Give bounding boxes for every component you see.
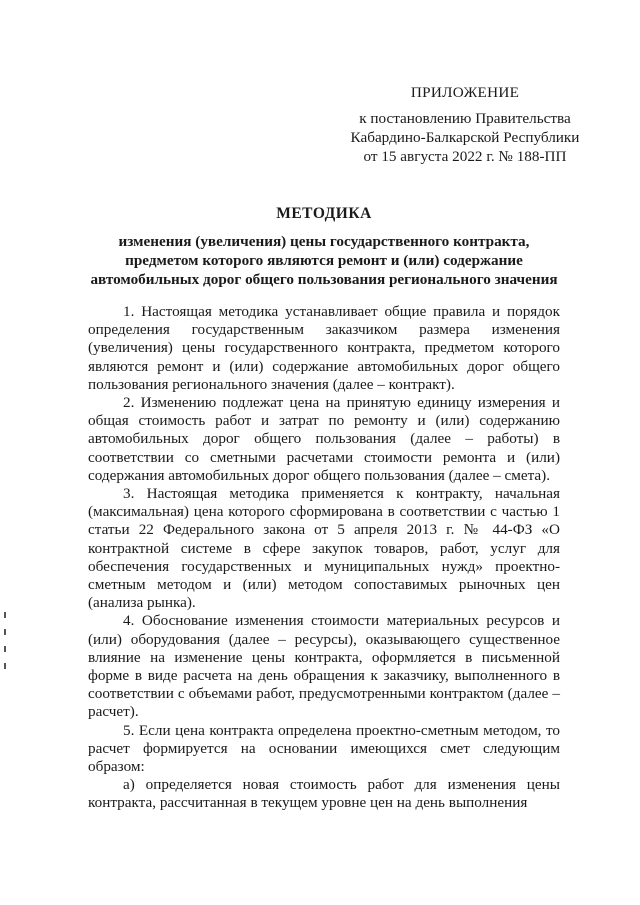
edge-mark [4,629,6,635]
paragraph-2: 2. Изменению подлежат цена на принятую единицу измерения и общая стоимость работ и затрат по ремонту и (или) содержанию автомобильных дорог общего пользования (далее – работы) в соответствии со сметными расчетами стоимости ремонта и (или) содержания автомобильных дорог общего пользования (далее – смета). [88,394,560,484]
appendix-line: от 15 августа 2022 г. № 188-ПП [363,148,567,165]
appendix-title: ПРИЛОЖЕНИЕ [410,84,520,101]
scan-edge-marks [4,612,8,680]
document-subtitle: изменения (увеличения) цены государственного контракта, предметом которого являются ремонт и (или) содержание автомобильных дорог общего пользования регионального значения [90,233,558,288]
paragraph-4: 4. Обоснование изменения стоимости материальных ресурсов и (или) оборудования (далее – ресурсы), оказывающего существенное влияние на изменение цены контракта, оформляется в письменной форме в виде расчета на день обращения к заказчику, выполненного в соответствии с объемами работ, предусмотренными контрактом (далее – расчет). [88,612,560,721]
document-title-block [88,205,560,289]
document-body [88,303,560,813]
paragraph-3: 3. Настоящая методика применяется к контракту, начальная (максимальная) цена которого сформирована в соответствии с частью 1 статьи 22 Федерального закона от 5 апреля 2013 г. № 44-ФЗ «О контрактной системе в сфере закупок товаров, работ, услуг для обеспечения государственных и муниципальных нужд» проектно-сметным методом и (или) методом сопоставимых рыночных цен (анализа рынка). [88,485,560,612]
paragraph-1: 1. Настоящая методика устанавливает общие правила и порядок определения государственным заказчиком размера изменения (увеличения) цены государственного контракта, предметом которого являются ремонт и (или) содержание автомобильных дорог общего пользования регионального значения (далее – контракт). [88,303,560,393]
edge-mark [4,663,6,669]
appendix-line: к постановлению Правительства [359,110,571,127]
document-title: МЕТОДИКА [276,205,372,222]
edge-mark [4,612,6,618]
appendix-header [330,84,580,166]
edge-mark [4,646,6,652]
paragraph-5a: а) определяется новая стоимость работ для изменения цены контракта, рассчитанная в текущем уровне цен на день выполнения [88,776,560,812]
appendix-line: Кабардино-Балкарской Республики [350,129,580,146]
paragraph-5: 5. Если цена контракта определена проектно-сметным методом, то расчет формируется на основании имеющихся смет следующим образом: [88,721,560,776]
